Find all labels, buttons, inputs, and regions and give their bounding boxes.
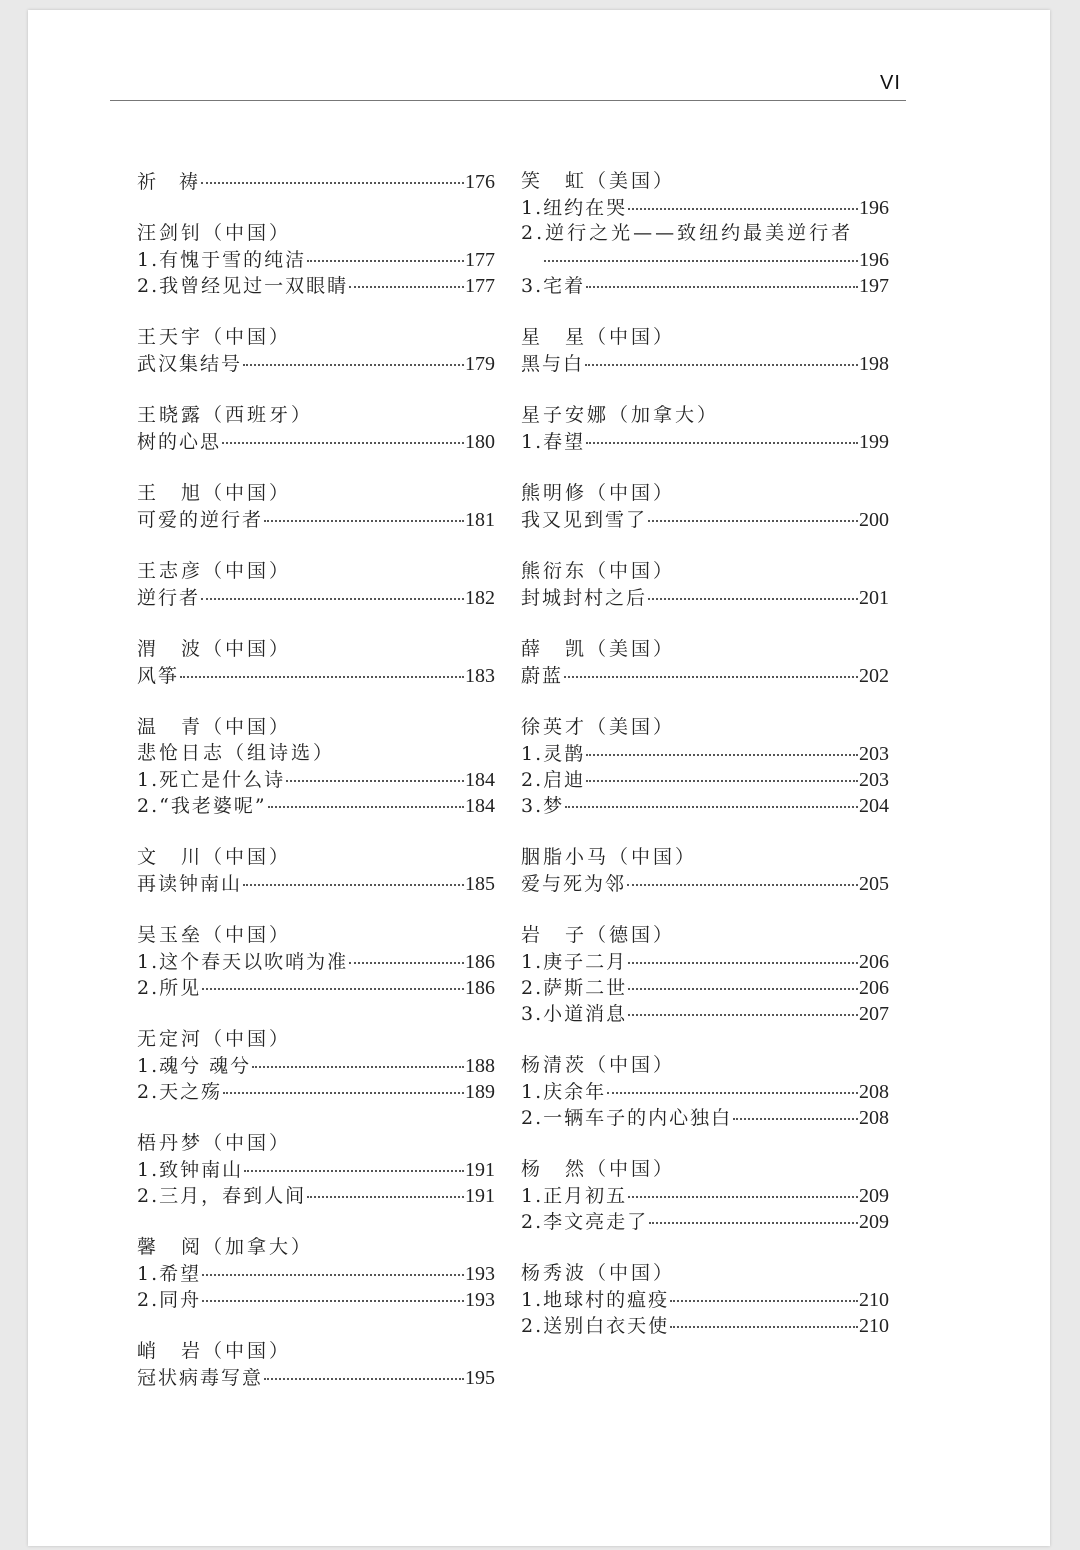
toc-entry-title: 1.纽约在哭 xyxy=(521,197,628,219)
dot-leader xyxy=(202,1286,464,1302)
toc-entry-title: 黑与白 xyxy=(521,353,585,375)
toc-entry-title: 1.灵鹊 xyxy=(521,743,586,765)
toc-entry xyxy=(521,1078,889,1104)
toc-entry-page: 206 xyxy=(859,977,889,999)
toc-entry-title: 2.三月，春到人间 xyxy=(137,1185,307,1207)
toc-entry xyxy=(137,272,495,298)
toc-entry-page: 186 xyxy=(465,977,495,999)
toc-entry-page: 195 xyxy=(465,1367,495,1389)
toc-entry-page: 208 xyxy=(859,1081,889,1103)
toc-author-group xyxy=(521,168,889,298)
toc-entry-title: 爱与死为邻 xyxy=(521,873,627,895)
toc-entry xyxy=(137,168,495,194)
author-name: 熊明修（中国） xyxy=(521,482,676,504)
dot-leader xyxy=(264,506,464,522)
toc-entry-title: 1.正月初五 xyxy=(521,1185,628,1207)
toc-entry xyxy=(137,1052,495,1078)
toc-entry-title: 可爱的逆行者 xyxy=(137,509,264,531)
author-name: 无定河（中国） xyxy=(137,1028,292,1050)
toc-entry-title: 封城封村之后 xyxy=(521,587,648,609)
toc-entry xyxy=(137,1286,495,1312)
toc-entry-title: 风筝 xyxy=(137,665,180,687)
toc-entry-page: 191 xyxy=(465,1159,495,1181)
toc-entry-title: 1.致钟南山 xyxy=(137,1159,244,1181)
toc-entry xyxy=(137,662,495,688)
toc-entry-page: 193 xyxy=(465,1263,495,1285)
author-name: 吴玉垒（中国） xyxy=(137,924,292,946)
toc-entry xyxy=(137,350,495,376)
toc-entry xyxy=(137,766,495,792)
toc-entry-title: 武汉集结号 xyxy=(137,353,243,375)
toc-entry-page: 201 xyxy=(859,587,889,609)
toc-entry-page: 177 xyxy=(465,275,495,297)
toc-entry-title: 2.“我老婆呢” xyxy=(137,795,267,817)
author-name: 岩 子（德国） xyxy=(521,924,676,946)
author-name: 笑 虹（美国） xyxy=(521,170,676,192)
toc-author-group xyxy=(521,1260,889,1338)
dot-leader xyxy=(628,974,858,990)
dot-leader xyxy=(607,1078,858,1094)
toc-entry-page: 183 xyxy=(465,665,495,687)
author-name: 薛 凯（美国） xyxy=(521,638,676,660)
dot-leader xyxy=(586,740,858,756)
toc-entry xyxy=(137,246,495,272)
toc-entry xyxy=(521,584,889,610)
toc-entry xyxy=(137,792,495,818)
toc-entry-page: 180 xyxy=(465,431,495,453)
toc-entry-title: 2.逆行之光——致纽约最美逆行者 xyxy=(521,222,854,244)
toc-entry-page: 206 xyxy=(859,951,889,973)
toc-author-group xyxy=(137,1026,495,1104)
toc-entry xyxy=(521,1312,889,1338)
author-name: 杨 然（中国） xyxy=(521,1158,676,1180)
toc-entry-page: 181 xyxy=(465,509,495,531)
toc-entry-title: 1.这个春天以吹哨为准 xyxy=(137,951,349,973)
toc-entry-page: 196 xyxy=(859,197,889,219)
toc-entry-page: 209 xyxy=(859,1211,889,1233)
toc-entry-title: 逆行者 xyxy=(137,587,201,609)
toc-entry xyxy=(521,428,889,454)
toc-entry-title: 1.有愧于雪的纯洁 xyxy=(137,249,307,271)
dot-leader xyxy=(628,948,858,964)
toc-entry-page: 207 xyxy=(859,1003,889,1025)
dot-leader xyxy=(243,350,464,366)
toc-entry-title: 我又见到雪了 xyxy=(521,509,648,531)
toc-entry-page: 184 xyxy=(465,795,495,817)
author-name: 星 星（中国） xyxy=(521,326,676,348)
header-rule xyxy=(110,100,906,101)
dot-leader xyxy=(586,428,858,444)
author-name: 胭脂小马（中国） xyxy=(521,846,698,868)
toc-entry-page: 177 xyxy=(465,249,495,271)
toc-author-group xyxy=(521,480,889,532)
toc-entry-title: 冠状病毒写意 xyxy=(137,1367,264,1389)
toc-author-group xyxy=(521,1156,889,1234)
toc-entry-title: 祈 祷 xyxy=(137,171,201,193)
toc-entry-title: 3.宅着 xyxy=(521,275,586,297)
dot-leader xyxy=(264,1364,464,1380)
toc-entry xyxy=(137,1260,495,1286)
toc-author-group xyxy=(137,324,495,376)
toc-entry-page: 182 xyxy=(465,587,495,609)
dot-leader xyxy=(180,662,464,678)
page-number-label: VI xyxy=(880,72,901,94)
dot-leader xyxy=(307,246,464,262)
toc-entry xyxy=(137,428,495,454)
dot-leader xyxy=(586,272,858,288)
author-name: 王志彦（中国） xyxy=(137,560,292,582)
dot-leader xyxy=(628,194,858,210)
toc-entry-title: 2.李文亮走了 xyxy=(521,1211,649,1233)
toc-entry-page: 203 xyxy=(859,743,889,765)
author-name: 文 川（中国） xyxy=(137,846,292,868)
author-name: 星子安娜（加拿大） xyxy=(521,404,720,426)
toc-entry xyxy=(137,1156,495,1182)
toc-entry-page: 204 xyxy=(859,795,889,817)
dot-leader xyxy=(586,766,858,782)
toc-author-group xyxy=(137,1338,495,1390)
toc-entry-title: 树的心思 xyxy=(137,431,222,453)
toc-author-group xyxy=(137,1234,495,1312)
toc-entry-title: 再读钟南山 xyxy=(137,873,243,895)
toc-author-group xyxy=(137,402,495,454)
toc-entry-page: 179 xyxy=(465,353,495,375)
toc-entry-title: 2.萨斯二世 xyxy=(521,977,628,999)
dot-leader xyxy=(649,1208,858,1224)
author-name: 徐英才（美国） xyxy=(521,716,676,738)
toc-entry xyxy=(137,1364,495,1390)
toc-author-group xyxy=(137,558,495,610)
toc-entry-title: 1.死亡是什么诗 xyxy=(137,769,286,791)
author-name: 馨 阅（加拿大） xyxy=(137,1236,314,1258)
toc-entry-page: 189 xyxy=(465,1081,495,1103)
toc-entry xyxy=(521,974,889,1000)
toc-entry-title: 1.魂兮 魂兮 xyxy=(137,1055,252,1077)
dot-leader xyxy=(201,584,464,600)
dot-leader xyxy=(565,792,858,808)
toc-entry xyxy=(521,194,889,220)
toc-entry xyxy=(521,1000,889,1026)
author-name: 熊衍东（中国） xyxy=(521,560,676,582)
toc-column-left xyxy=(137,168,495,1416)
toc-entry-page: 184 xyxy=(465,769,495,791)
dot-leader xyxy=(733,1104,858,1120)
toc-entry-page: 197 xyxy=(859,275,889,297)
dot-leader xyxy=(670,1286,858,1302)
toc-author-group xyxy=(137,220,495,298)
toc-entry xyxy=(521,1104,889,1130)
toc-entry-title: 1.庆余年 xyxy=(521,1081,607,1103)
toc-entry-title: 1.庚子二月 xyxy=(521,951,628,973)
toc-author-group xyxy=(137,168,495,194)
author-name: 峭 岩（中国） xyxy=(137,1340,292,1362)
dot-leader xyxy=(201,168,464,184)
toc-author-group xyxy=(521,324,889,376)
toc-entry xyxy=(137,974,495,1000)
toc-entry-page: 210 xyxy=(859,1289,889,1311)
toc-entry-page: 203 xyxy=(859,769,889,791)
toc-author-group xyxy=(137,480,495,532)
toc-entry xyxy=(521,662,889,688)
toc-entry xyxy=(137,584,495,610)
toc-entry-title: 2.所见 xyxy=(137,977,202,999)
toc-entry-title: 3.梦 xyxy=(521,795,565,817)
toc-entry xyxy=(521,792,889,818)
toc-entry-title: 2.同舟 xyxy=(137,1289,202,1311)
toc-entry-title: 2.我曾经见过一双眼睛 xyxy=(137,275,349,297)
book-page xyxy=(28,10,1050,1546)
dot-leader xyxy=(268,792,464,808)
toc-entry-title: 3.小道消息 xyxy=(521,1003,628,1025)
toc-entry-page: 191 xyxy=(465,1185,495,1207)
author-name: 王 旭（中国） xyxy=(137,482,292,504)
toc-entry xyxy=(521,272,889,298)
author-name: 王天宇（中国） xyxy=(137,326,292,348)
toc-entry-page: 188 xyxy=(465,1055,495,1077)
toc-entry xyxy=(137,1182,495,1208)
dot-leader xyxy=(286,766,464,782)
toc-author-group xyxy=(137,636,495,688)
toc-author-group xyxy=(521,844,889,896)
poem-series-title: 悲怆日志（组诗选） xyxy=(137,742,336,764)
toc-entry-page: 196 xyxy=(859,249,889,271)
toc-entry-title: 蔚蓝 xyxy=(521,665,564,687)
toc-author-group xyxy=(521,558,889,610)
dot-leader xyxy=(648,584,858,600)
toc-entry-page: 200 xyxy=(859,509,889,531)
toc-entry-page: 185 xyxy=(465,873,495,895)
author-name: 温 青（中国） xyxy=(137,716,292,738)
toc-entry-title: 2.天之殇 xyxy=(137,1081,223,1103)
dot-leader xyxy=(349,272,464,288)
dot-leader xyxy=(243,870,464,886)
toc-entry-title: 2.送别白衣天使 xyxy=(521,1315,670,1337)
toc-entry-title: 1.春望 xyxy=(521,431,586,453)
toc-entry-title: 2.一辆车子的内心独白 xyxy=(521,1107,733,1129)
dot-leader xyxy=(648,506,858,522)
dot-leader xyxy=(252,1052,464,1068)
dot-leader xyxy=(585,350,858,366)
toc-entry-page: 209 xyxy=(859,1185,889,1207)
dot-leader xyxy=(307,1182,464,1198)
toc-author-group xyxy=(521,636,889,688)
dot-leader xyxy=(628,1000,858,1016)
toc-entry-title: 1.地球村的瘟疫 xyxy=(521,1289,670,1311)
dot-leader xyxy=(202,1260,464,1276)
author-name: 杨清茨（中国） xyxy=(521,1054,676,1076)
dot-leader xyxy=(223,1078,464,1094)
toc-entry-page: 208 xyxy=(859,1107,889,1129)
dot-leader xyxy=(627,870,858,886)
toc-entry xyxy=(521,246,889,272)
dot-leader xyxy=(544,246,858,262)
toc-author-group xyxy=(521,402,889,454)
author-name: 王晓露（西班牙） xyxy=(137,404,314,426)
dot-leader xyxy=(564,662,858,678)
toc-entry xyxy=(521,506,889,532)
toc-entry xyxy=(137,870,495,896)
toc-entry xyxy=(521,766,889,792)
author-name: 渭 波（中国） xyxy=(137,638,292,660)
toc-entry xyxy=(137,1078,495,1104)
author-name: 梧丹梦（中国） xyxy=(137,1132,292,1154)
toc-entry-page: 199 xyxy=(859,431,889,453)
toc-entry-page: 202 xyxy=(859,665,889,687)
toc-entry-title: 1.希望 xyxy=(137,1263,202,1285)
toc-author-group xyxy=(137,714,495,818)
toc-entry xyxy=(137,948,495,974)
author-name: 杨秀波（中国） xyxy=(521,1262,676,1284)
toc-entry-title: 2.启迪 xyxy=(521,769,586,791)
toc-entry xyxy=(521,1286,889,1312)
toc-entry-page: 193 xyxy=(465,1289,495,1311)
toc-entry xyxy=(521,1182,889,1208)
toc-entry-page: 186 xyxy=(465,951,495,973)
dot-leader xyxy=(202,974,464,990)
toc-author-group xyxy=(137,1130,495,1208)
toc-entry xyxy=(521,740,889,766)
toc-author-group xyxy=(137,922,495,1000)
toc-entry-page: 176 xyxy=(465,171,495,193)
toc-entry xyxy=(521,948,889,974)
dot-leader xyxy=(670,1312,858,1328)
dot-leader xyxy=(628,1182,858,1198)
toc-entry xyxy=(521,870,889,896)
dot-leader xyxy=(244,1156,464,1172)
dot-leader xyxy=(222,428,464,444)
toc-author-group xyxy=(521,1052,889,1130)
toc-author-group xyxy=(137,844,495,896)
toc-entry-page: 205 xyxy=(859,873,889,895)
author-name: 汪剑钊（中国） xyxy=(137,222,292,244)
dot-leader xyxy=(349,948,464,964)
toc-entry-page: 210 xyxy=(859,1315,889,1337)
toc-author-group xyxy=(521,714,889,818)
toc-author-group xyxy=(521,922,889,1026)
toc-entry xyxy=(521,350,889,376)
toc-entry xyxy=(521,1208,889,1234)
toc-entry xyxy=(137,506,495,532)
toc-entry-page: 198 xyxy=(859,353,889,375)
toc-column-right xyxy=(521,168,889,1364)
